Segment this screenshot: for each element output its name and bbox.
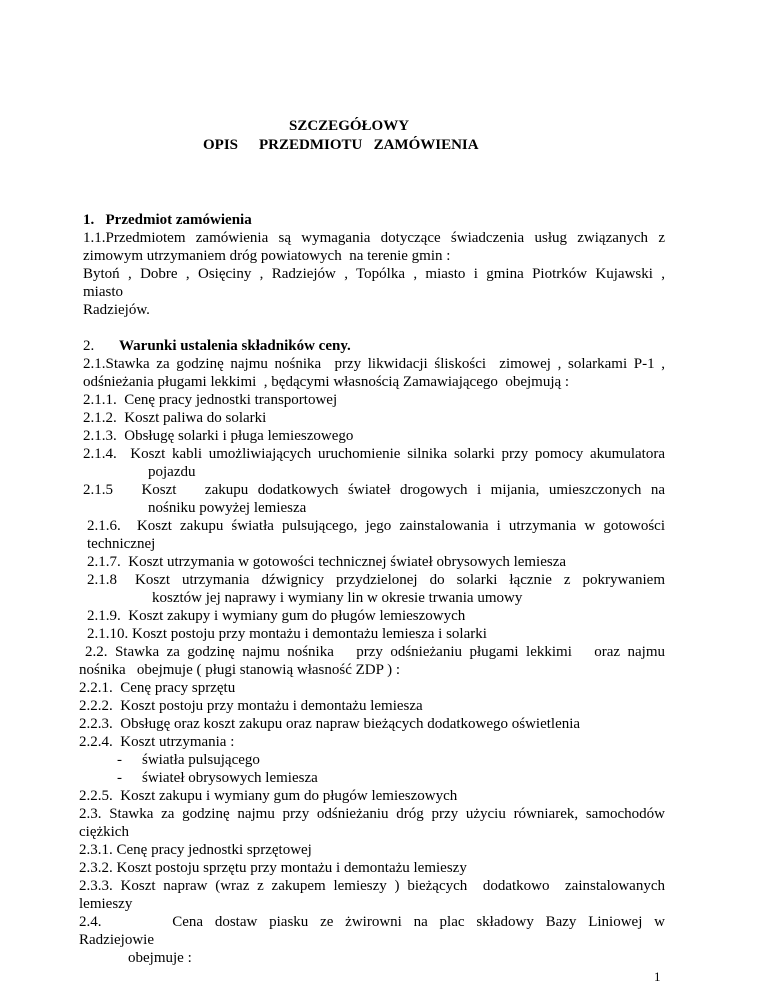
item-2-1-9: 2.1.9. Koszt zakupy i wymiany gum do pługów lemieszowych: [87, 608, 466, 624]
item-2-1-5: 2.1.5 Koszt zakupu dodatkowych świateł drogowych i mijania, umieszczonych na: [83, 482, 665, 498]
item-2-2-4: 2.2.4. Koszt utrzymania :: [79, 734, 235, 750]
paragraph-2-3: 2.3. Stawka za godzinę najmu przy odśnieżaniu dróg przy użyciu równiarek, samochodów: [79, 806, 665, 822]
item-2-1-8: 2.1.8 Koszt utrzymania dźwignicy przydzielonej do solarki łącznie z pokrywaniem: [87, 572, 665, 588]
paragraph-2-3: ciężkich: [79, 824, 129, 840]
item-2-1-8: kosztów jej naprawy i wymiany lin w okresie trwania umowy: [152, 590, 523, 606]
item-2-1-3: 2.1.3. Obsługę solarki i pługa lemieszowego: [83, 428, 354, 444]
title-line-1: SZCZEGÓŁOWY: [289, 118, 410, 134]
title-line-2-opis: OPIS: [203, 137, 239, 153]
section-1-text: miasto: [83, 284, 123, 300]
paragraph-2-1: odśnieżania pługami lekkimi , będącymi własnością Zamawiającego obejmują :: [83, 374, 570, 390]
section-2-heading: Warunki ustalenia składników ceny.: [119, 338, 351, 354]
item-2-1-2: 2.1.2. Koszt paliwa do solarki: [83, 410, 267, 426]
item-2-1-4: pojazdu: [148, 464, 196, 480]
list-bullet: -: [117, 770, 122, 786]
page-number: 1: [654, 969, 661, 984]
item-2-1-6: technicznej: [87, 536, 156, 552]
paragraph-2-4: Radziejowie: [79, 932, 154, 948]
title-line-2-rest: PRZEDMIOTU ZAMÓWIENIA: [259, 137, 479, 153]
item-2-3-2: 2.3.2. Koszt postoju sprzętu przy montażu i demontażu lemieszy: [79, 860, 467, 876]
item-2-3-1: 2.3.1. Cenę pracy jednostki sprzętowej: [79, 842, 312, 858]
item-2-2-4-a: światła pulsującego: [142, 752, 260, 768]
paragraph-2-2: nośnika obejmuje ( pługi stanowią własność ZDP ) :: [79, 662, 401, 678]
item-2-2-1: 2.2.1. Cenę pracy sprzętu: [79, 680, 236, 696]
section-1-text: 1.1.Przedmiotem zamówienia są wymagania dotyczące świadczenia usług związanych z: [83, 230, 665, 246]
section-1-text: Bytoń , Dobre , Osięciny , Radziejów , Topólka , miasto i gmina Piotrków Kujawski ,: [83, 266, 665, 282]
item-2-2-4-b: świateł obrysowych lemiesza: [142, 770, 318, 786]
item-2-1-7: 2.1.7. Koszt utrzymania w gotowości technicznej świateł obrysowych lemiesza: [87, 554, 567, 570]
item-2-1-10: 2.1.10. Koszt postoju przy montażu i demontażu lemiesza i solarki: [87, 626, 487, 642]
section-2-number: 2.: [83, 338, 95, 354]
paragraph-2-4: obejmuje :: [128, 950, 192, 966]
item-2-2-3: 2.2.3. Obsługę oraz koszt zakupu oraz napraw bieżących dodatkowego oświetlenia: [79, 716, 581, 732]
item-2-2-2: 2.2.2. Koszt postoju przy montażu i demontażu lemiesza: [79, 698, 423, 714]
item-2-1-6: 2.1.6. Koszt zakupu światła pulsującego, jego zainstalowania i utrzymania w gotowości: [87, 518, 665, 534]
paragraph-2-2: 2.2. Stawka za godzinę najmu nośnika przy odśnieżaniu pługami lekkimi oraz najmu: [85, 644, 665, 660]
section-1-heading: 1. Przedmiot zamówienia: [83, 212, 252, 228]
section-1-text: zimowym utrzymaniem dróg powiatowych na terenie gmin :: [83, 248, 451, 264]
item-2-1-4: 2.1.4. Koszt kabli umożliwiających uruchomienie silnika solarki przy pomocy akumulatora: [83, 446, 665, 462]
item-2-1-5: nośniku powyżej lemiesza: [148, 500, 307, 516]
item-2-1-1: 2.1.1. Cenę pracy jednostki transportowej: [83, 392, 338, 408]
paragraph-2-4: 2.4. Cena dostaw piasku ze żwirowni na plac składowy Bazy Liniowej w: [79, 914, 665, 930]
list-bullet: -: [117, 752, 122, 768]
section-1-text: Radziejów.: [83, 302, 150, 318]
paragraph-2-1: 2.1.Stawka za godzinę najmu nośnika przy likwidacji śliskości zimowej , solarkami P-1 ,: [83, 356, 665, 372]
item-2-3-3: lemieszy: [79, 896, 133, 912]
item-2-3-3: 2.3.3. Koszt napraw (wraz z zakupem lemieszy ) bieżących dodatkowo zainstalowanych: [79, 878, 665, 894]
item-2-2-5: 2.2.5. Koszt zakupu i wymiany gum do pługów lemieszowych: [79, 788, 458, 804]
